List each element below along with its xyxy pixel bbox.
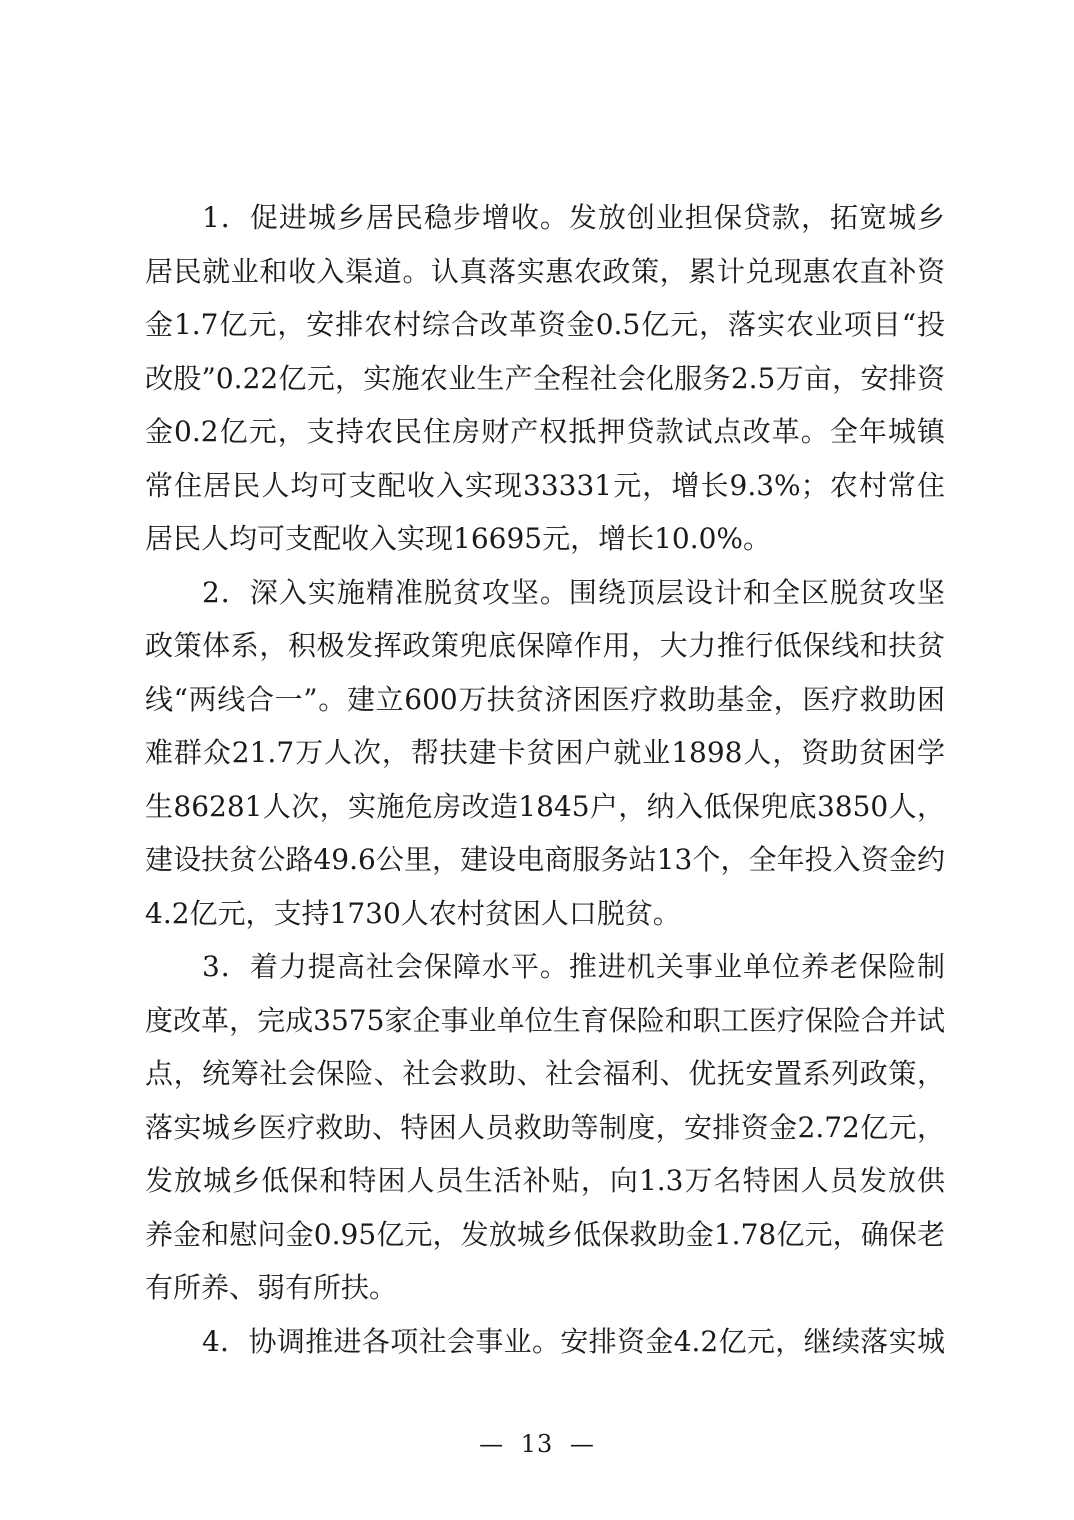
page-number-dash-left: —	[479, 1430, 505, 1458]
paragraph-social-security: 3．着力提高社会保障水平。推进机关事业单位养老保险制度改革，完成3575家企事业单位生育保险和职工医疗保险合并试点，统筹社会保险、社会救助、社会福利、优抚安置系列政策，落实城乡医疗救助、特困人员救助等制度，安排资金2.72亿元，发放城乡低保和特困人员生活补贴，向1.3万名特困人员发放供养金和慰问金0.95亿元，发放城乡低保救助金1.78亿元，确保老有所养、弱有所扶。	[145, 950, 945, 1304]
paragraph-poverty: 2．深入实施精准脱贫攻坚。围绕顶层设计和全区脱贫攻坚政策体系，积极发挥政策兜底保障作用，大力推行低保线和扶贫线“两线合一”。建立600万扶贫济困医疗救助基金，医疗救助困难群众21.7万人次，帮扶建卡贫困户就业1898人，资助贫困学生86281人次，实施危房改造1845户，纳入低保兜底3850人，建设扶贫公路49.6公里，建设电商服务站13个，全年投入资金约4.2亿元，支持1730人农村贫困人口脱贫。	[145, 575, 945, 930]
paragraph-income: 1．促进城乡居民稳步增收。发放创业担保贷款，拓宽城乡居民就业和收入渠道。认真落实惠农政策，累计兑现惠农直补资金1.7亿元，安排农村综合改革资金0.5亿元，落实农业项目“投改股”0.22亿元，实施农业生产全程社会化服务2.5万亩，安排资金0.2亿元，支持农民住房财产权抵押贷款试点改革。全年城镇常住居民人均可支配收入实现33331元，增长9.3%；农村常住居民人均可支配收入实现16695元，增长10.0%。	[145, 201, 945, 555]
paragraph-social-affairs: 4．协调推进各项社会事业。安排资金4.2亿元，继续落实城	[202, 1324, 945, 1358]
page-number	[0, 1428, 1074, 1460]
page-number-dash-right: —	[569, 1430, 595, 1458]
body-text	[145, 191, 945, 1368]
page-number-value: 13	[520, 1430, 554, 1458]
